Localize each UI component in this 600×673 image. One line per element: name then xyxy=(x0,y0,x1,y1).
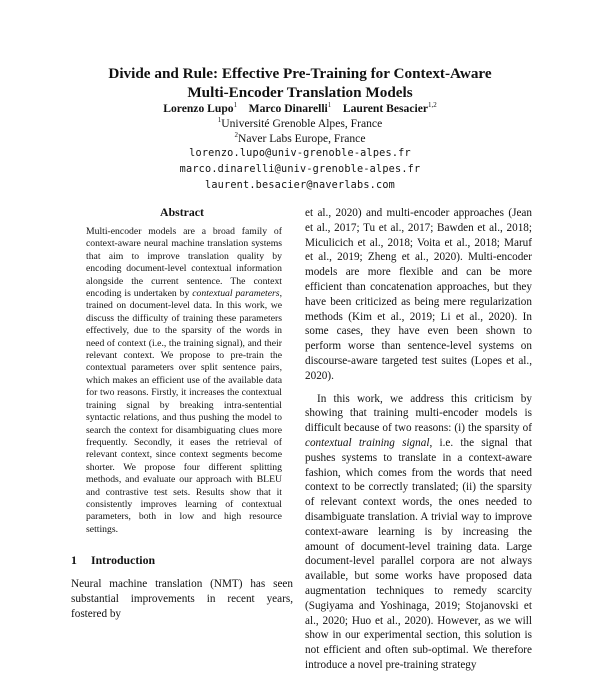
author-affiliation-mark: 1 xyxy=(233,101,238,109)
author-name: Marco Dinarelli xyxy=(248,102,328,115)
author-email: lorenzo.lupo@univ-grenoble-alpes.fr xyxy=(189,148,411,159)
abstract-text-part: Multi-encoder models are a broad family of context-aware neural machine translation systems that aim to improve translation quality by encoding document-level contextual information alongside the current sentence. The context encoding is undertaken by xyxy=(86,226,282,300)
left-column xyxy=(71,205,293,622)
author-list xyxy=(60,101,540,116)
paragraph-text-part: , i.e. the signal that pushes systems to translate in a context-aware fashion, which comes from the words that need context to be correctly translated; (ii) the sparsity of relevant context words, the ones needed to disambiguate translation. A trivial way to improve context-aware learning is by increasing the amount of document-level training data. Large document-level parallel corpora are not always available, but some works have proposed data augmentation techniques to remedy scarcity (Sugiyama and Yoshinaga, 2019; Stojanovski et al., 2020; Huo et al., 2020). However, as we will show in our experimental section, this solution is not efficient and often sub-optimal. We therefore introduce a novel pre-training strategy xyxy=(305,436,532,671)
abstract-text xyxy=(86,226,282,536)
body-paragraph xyxy=(305,392,532,673)
affiliation-text: Université Grenoble Alpes, France xyxy=(221,117,383,130)
author-email: laurent.besacier@naverlabs.com xyxy=(204,180,395,191)
abstract-text-part: , trained on document-level data. In this work, we discuss the difficulty of training these parameters effectively, due to the sparsity of the words in need of context (i.e., the training signal), and their relevant context. We propose to pre-train the contextual parameters over split sentence pairs, which makes an efficient use of the available data for two reasons. Firstly, it increases the contextual training signal by breaking intra-sentential syntactic relations, and thus pushing the model to search the context for disambiguating clues more frequently. Secondly, it eases the retrieval of relevant context, since context segments become shorter. We propose four different splitting methods, and evaluate our approach with BLEU and contrastive test sets. Results show that it consistently improves learning of contextual parameters, both in low and high resource settings. xyxy=(86,288,282,535)
title-line-2: Multi-Encoder Translation Models xyxy=(187,84,413,101)
body-paragraph: et al., 2020) and multi-encoder approaches (Jean et al., 2017; Tu et al., 2017; Bawden et al., 2018; Miculicich et al., 2018; Voita et al., 2018; Maruf et al., 2019; Zheng et al., 2020). Multi-encoder models are more flexible and can be more efficient than concatenation approaches, but they have been criticized as being mere regularization methods (Kim et al., 2019; Li et al., 2020). In some cases, they have even been shown to perform worse than sentence-level systems on discourse-aware targeted test suites (Lopes et al., 2020). xyxy=(305,207,532,382)
section-title: Introduction xyxy=(91,553,156,568)
affiliation-text: Naver Labs Europe, France xyxy=(238,132,366,145)
paragraph-emphasis: contextual training signal xyxy=(305,436,430,449)
section-number: 1 xyxy=(71,553,77,568)
abstract-heading: Abstract xyxy=(160,205,204,219)
section-heading-introduction xyxy=(71,553,293,568)
paragraph-text-part: In this work, we address this criticism by showing that training multi-encoder models is difficult because of two reasons: (i) the sparsity of xyxy=(305,392,532,435)
author-email: marco.dinarelli@univ-grenoble-alpes.fr xyxy=(179,164,421,175)
author-affiliation-mark: 1 xyxy=(327,101,332,109)
abstract-emphasis: contextual parameters xyxy=(192,288,280,300)
title-line-1: Divide and Rule: Effective Pre-Training for Context-Aware xyxy=(108,65,492,82)
author-name: Lorenzo Lupo xyxy=(163,102,234,115)
right-column xyxy=(305,206,532,673)
author-name: Laurent Besacier xyxy=(342,102,428,115)
affiliation xyxy=(60,116,540,131)
affiliation-mark: 2 xyxy=(234,131,238,139)
author-affiliation-mark: 1,2 xyxy=(428,101,437,109)
affiliation xyxy=(60,131,540,146)
affiliation-mark: 1 xyxy=(217,116,222,124)
paper-title xyxy=(60,64,540,102)
introduction-text: Neural machine translation (NMT) has seen substantial improvements in recent years, fostered by xyxy=(71,578,293,620)
